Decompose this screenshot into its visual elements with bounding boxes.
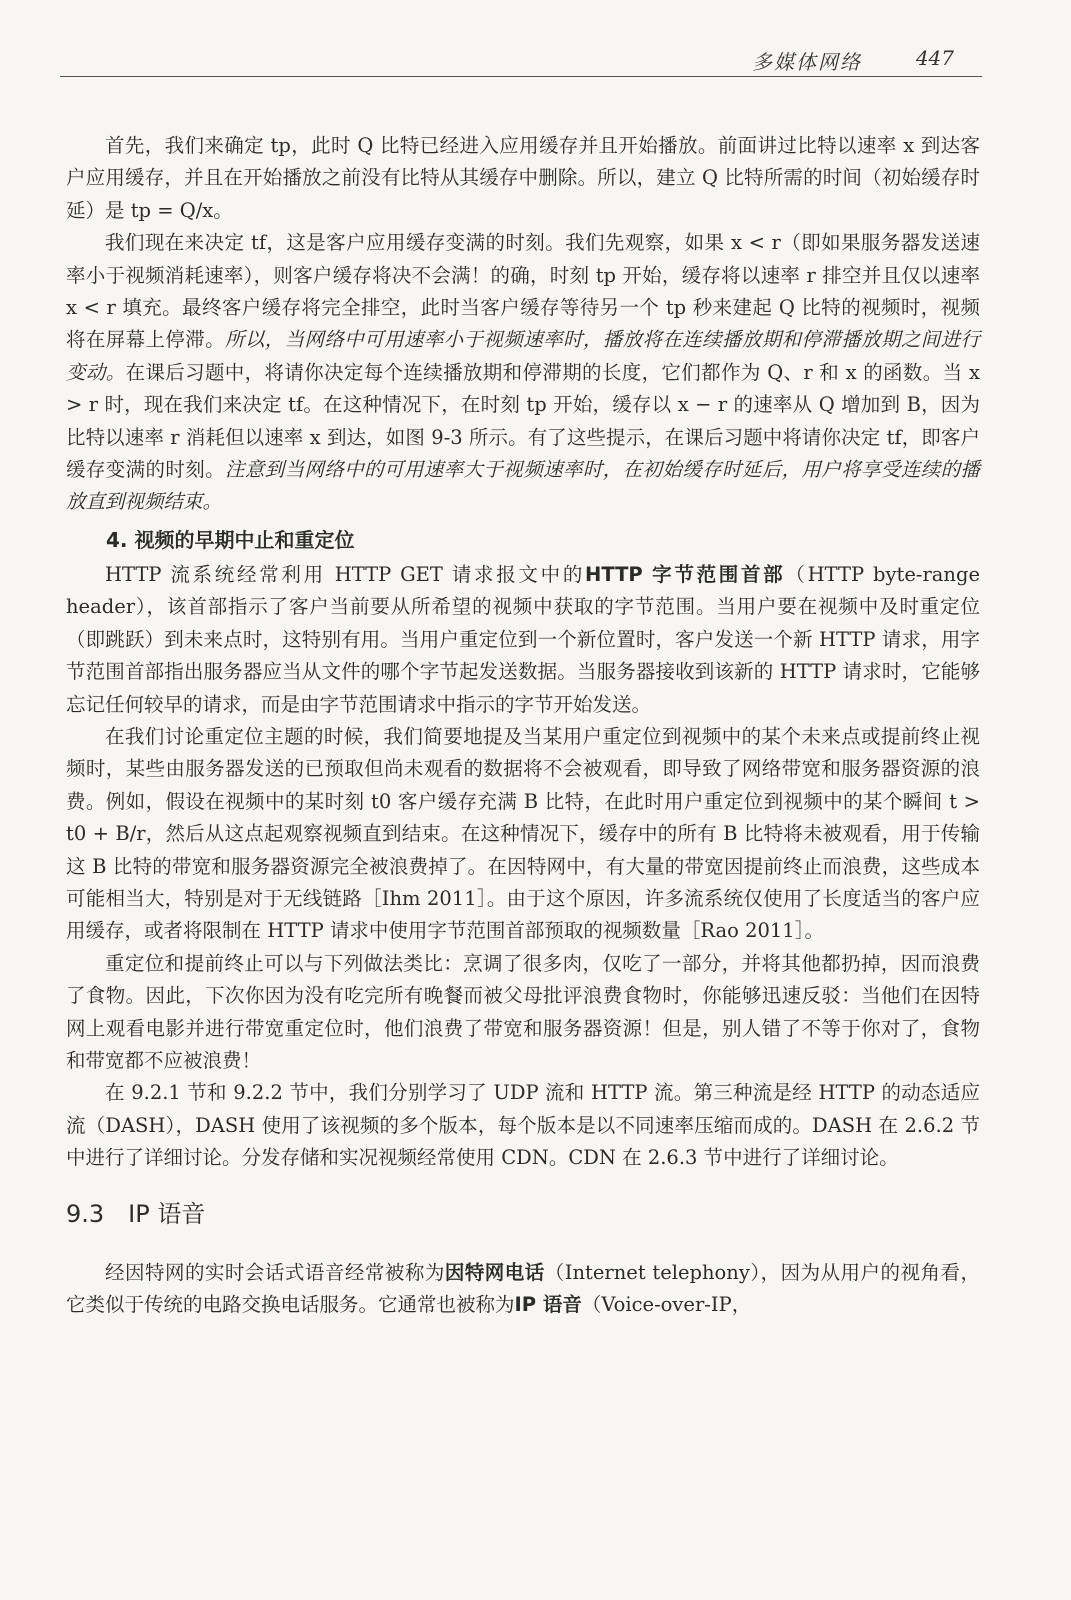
paragraph-2-emphasis-a: 所以，当网络中可用速率小于视频速率时，播放将在连续播放期和停滞播放期之间进行变动。 bbox=[66, 328, 980, 384]
paragraph-2-emphasis-b: 注意到当网络中的可用速率大于视频速率时，在初始缓存时延后，用户将享受连续的播放直到视频结束。 bbox=[66, 458, 980, 514]
page-number: 447 bbox=[915, 46, 954, 70]
paragraph-5: 重定位和提前终止可以与下列做法类比：烹调了很多肉，仅吃了一部分，并将其他都扔掉，因而浪费了食物。因此，下次你因为没有吃完所有晚餐而被父母批评浪费食物时，你能够迅速反驳：当他们在因特网上观看电影并进行带宽重定位时，他们浪费了带宽和服务器资源！但是，别人错了不等于你对了，食物和带宽都不应被浪费！ bbox=[66, 951, 980, 1072]
paragraph-7-text-a: 经因特网的实时会话式语音经常被称为 bbox=[105, 1260, 445, 1284]
paragraph-3 bbox=[66, 559, 980, 721]
paragraph-4: 在我们讨论重定位主题的时候，我们简要地提及当某用户重定位到视频中的某个未来点或提前终止视频时，某些由服务器发送的已预取但尚未观看的数据将不会被观看，即导致了网络带宽和服务器资源的浪费。例如，假设在视频中的某时刻 t0 客户缓存充满 B 比特，在此时用户重定位到视频中的某个瞬间 t > t0 + B/r，然后从这点起观察视频直到结束。在这种情况下，缓存中的所有 B 比特将未被观看，用于传输这 B 比特的带宽和服务器资源完全被浪费掉了。在因特网中，有大量的带宽因提前终止而浪费，这些成本可能相当大，特别是对于无线链路［Ihm 2011］。由于这个原因，许多流系统仅使用了长度适当的客户应用缓存，或者将限制在 HTTP 请求中使用字节范围首部预取的视频数量［Rao 2011］。 bbox=[66, 724, 980, 943]
page-header bbox=[60, 44, 982, 77]
paragraph-7-text-b: （Internet telephony），因为从用户的视角看，它类似于传统的电路交换电话服务。它通常也被称为 bbox=[66, 1260, 980, 1316]
term-voip: IP 语音 bbox=[514, 1293, 582, 1316]
paragraph-7-text-c: （Voice-over-IP， bbox=[581, 1293, 752, 1316]
paragraph-2 bbox=[66, 227, 980, 519]
section-title: IP 语音 bbox=[128, 1199, 206, 1228]
term-byte-range-header: HTTP 字节范围首部 bbox=[585, 562, 786, 586]
page-body bbox=[66, 130, 980, 1321]
paragraph-2-text-a: 我们现在来决定 tf，这是客户应用缓存变满的时刻。我们先观察，如果 x < r（即如果服务器发送速率小于视频消耗速率），则客户缓存将决不会满！的确，时刻 tp 开始，缓存将以速率 r 排空并且仅以速率 x < r 填充。最终客户缓存将完全排空，此时当客户缓存等待另一个 tp 秒来建起 Q 比特的视频时，视频将在屏幕上停滞。 bbox=[66, 231, 980, 352]
paragraph-2-text-b: 在课后习题中，将请你决定每个连续播放期和停滞期的长度，它们都作为 Q、r 和 x 的函数。当 x > r 时，现在我们来决定 tf。在这种情况下，在时刻 tp 开始，缓存以 x − r 的速率从 Q 增加到 B，因为比特以速率 r 消耗但以速率 x 到达，如图 9-3 所示。有了这些提示，在课后习题中将请你决定 tf，即客户缓存变满的时刻。 bbox=[66, 360, 980, 482]
paragraph-7 bbox=[66, 1257, 980, 1322]
paragraph-1: 首先，我们来确定 tp，此时 Q 比特已经进入应用缓存并且开始播放。前面讲过比特以速率 x 到达客户应用缓存，并且在开始播放之前没有比特从其缓存中删除。所以，建立 Q 比特所需的时间（初始缓存时延）是 tp = Q/x。 bbox=[66, 134, 980, 222]
section-number: 9.3 bbox=[66, 1199, 105, 1228]
paragraph-3-text-b: （HTTP byte-range header），该首部指示了客户当前要从所希望的视频中获取的字节范围。当用户要在视频中及时重定位（即跳跃）到未来点时，这特别有用。当用户重定位到一个新位置时，客户发送一个新 HTTP 请求，用字节范围首部指出服务器应当从文件的哪个字节起发送数据。当服务器接收到该新的 HTTP 请求时，它能够忘记任何较早的请求，而是由字节范围请求中指示的字节开始发送。 bbox=[66, 562, 980, 716]
term-internet-telephony: 因特网电话 bbox=[444, 1260, 545, 1284]
section-heading bbox=[66, 1197, 980, 1231]
subsection-title: 4. 视频的早期中止和重定位 bbox=[106, 527, 355, 552]
running-title: 多媒体网络 bbox=[752, 50, 862, 74]
paragraph-3-text-a: HTTP 流系统经常利用 HTTP GET 请求报文中的 bbox=[105, 562, 586, 586]
paragraph-6: 在 9.2.1 节和 9.2.2 节中，我们分别学习了 UDP 流和 HTTP 流。第三种流是经 HTTP 的动态适应流（DASH），DASH 使用了该视频的多个版本，每个版本是以不同速率压缩而成的。DASH 在 2.6.2 节中进行了详细讨论。分发存储和实况视频经常使用 CDN。CDN 在 2.6.3 节中进行了详细讨论。 bbox=[66, 1081, 980, 1170]
